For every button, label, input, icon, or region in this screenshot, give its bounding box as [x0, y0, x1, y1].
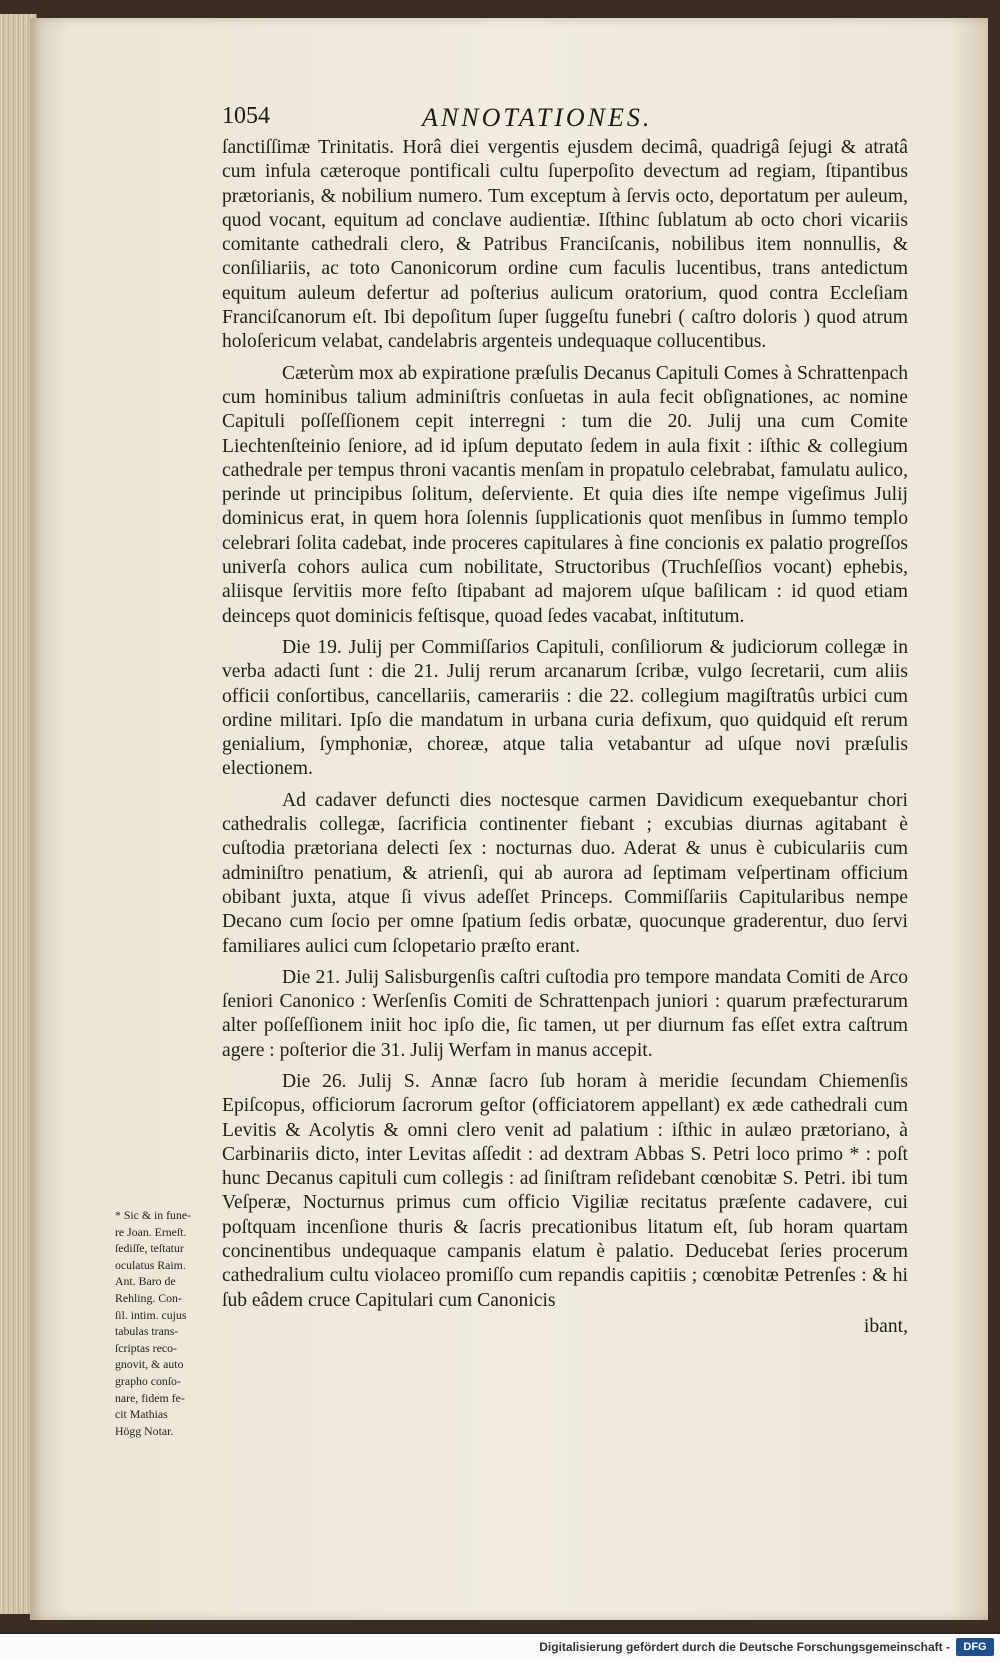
- marginal-line: ſediſſe, teſtatur: [115, 1241, 184, 1256]
- page-number: 1054: [222, 103, 270, 129]
- catchword: ibant,: [863, 1315, 908, 1337]
- paragraph: Ad cadaver defuncti dies noctesque carmen Davidicum exequebantur chori cathedralis collegæ, ſacrificia continenter fiebant ; excubias diurnas agitabant è cuſtodia prætoriana delecti ſex : nocturnas duo. Aderat & unus è cubiculariis cum adminiſtro penatium, & atrienſi, qui ab aurora ad ſeptimam veſpertinam officium obibant juxta, atque ſi vivus adeſſet Princeps. Commiſſariis Capitularibus nempe Decano cum ſocio per omne ſpatium ſedis orbatæ, quocunque graderentur, duo ſervi familiares aulici cum ſclopetario præſto erant.: [222, 789, 908, 957]
- marginal-line: nare, fidem fe-: [115, 1390, 185, 1405]
- marginal-line: cit Mathias: [115, 1407, 168, 1422]
- main-text: [222, 136, 908, 1339]
- marginal-line: ſil. intim. cujus: [115, 1307, 187, 1322]
- funding-credit: Digitalisierung gefördert durch die Deutsche Forschungsgemeinschaft -: [539, 1640, 950, 1654]
- marginal-line: Rehling. Con-: [115, 1290, 182, 1305]
- paragraph: Die 21. Julij Salisburgenſis caſtri cuſtodia pro tempore mandata Comiti de Arco ſeniori Canonico : Werſenſis Comiti de Schrattenpach juniori : quarum præfecturarum alter poſſeſſionem iniit hoc ipſo die, ſic tamen, ut per diurnum fas eſſet extra caſtrum agere : poſterior die 31. Julij Werfam in manus accepit.: [222, 966, 908, 1061]
- marginal-line: oculatus Raim.: [115, 1257, 186, 1272]
- marginal-line: gnovit, & auto: [115, 1357, 184, 1372]
- marginal-line: Ant. Baro de: [115, 1274, 176, 1289]
- marginal-line: grapho conſo-: [115, 1373, 181, 1388]
- paragraph: Die 26. Julij S. Annæ ſacro ſub horam à meridie ſecundam Chiemenſis Epiſcopus, officiorum ſacrorum geſtor (officiatorem appellant) ex æde cathedrali cum Levitis & Acolytis & omni clero venit ad palatium : iſthic in aulæo prætoriano, à Carbinariis dicto, inter Levitas aſſedit : ad dextram Abbas S. Petri loco primo * : poſt hunc Decanus capituli cum collegis : ad ſiniſtram reſidebant cœnobitæ S. Petri. ibi tum Veſperæ, Nocturnus primus cum officio Vigiliæ recitatus præſente cadavere, cui poſtquam incenſione thuris & ſacris precationibus litatum eſt, ſub horam quartam concinentibus undequaque campanis elatum è palatio. Deducebat ſeries procerum cathedralium cultu violaceo promiſſo cum repandis capitiis ; cœnobitæ Petrenſes : & hi ſub eâdem cruce Capitulari cum Canonicis: [222, 1070, 908, 1311]
- marginal-line: re Joan. Erneſt.: [115, 1224, 187, 1239]
- page-header: [222, 103, 908, 133]
- marginal-note: [115, 1207, 223, 1439]
- marginal-line: ſcriptas reco-: [115, 1340, 177, 1355]
- paragraph: ſanctiſſimæ Trinitatis. Horâ diei vergentis ejusdem decimâ, quadrigâ ſejugi & atratâ cum infula cæteroque pontificali cultu ſuperpoſito devectum ad regiam, ſtipantibus prætorianis, & nobilium numero. Tum exceptum à ſervis octo, deportatum per auleum, quod vocant, equitum ad conclave audientiæ. Iſthinc ſublatum ab octo chori vicariis comitante cathedrali clero, & Patribus Franciſcanis, nobilibus item nonnullis, & conſiliariis, ac toto Canonicorum ordine cum faculis lucentibus, trans antedictum equitum auleum defertur ad poſterius aulicum oratorium, quod contra Eccleſiam Franciſcanorum eſt. Ibi depoſitum ſuper ſuggeſtu funebri ( caſtro doloris ) quod atrum holoſericum velabat, candelabris argenteis undequaque collucentibus.: [222, 137, 908, 353]
- marginal-line: Högg Notar.: [115, 1423, 174, 1438]
- dfg-logo: DFG: [956, 1638, 994, 1656]
- marginal-line: tabulas trans-: [115, 1324, 179, 1339]
- paragraph: Die 19. Julij per Commiſſarios Capituli, conſiliorum & judiciorum collegæ in verba adacti ſunt : die 21. Julij rerum arcanarum ſcribæ, vulgo ſecretarii, cum aliis officii conſortibus, cancellariis, camerariis : die 22. collegium magiſtratûs urbici cum ordine militari. Ipſo die mandatum in urbana curia defixum, quo quidquid eſt rerum genialium, ſymphoniæ, choreæ, atque talia vetabantur ad uſque novi præſulis electionem.: [222, 636, 908, 780]
- paragraph: Cæterùm mox ab expiratione præſulis Decanus Capituli Comes à Schrattenpach cum hominibus talium adminiſtris conſuetas in aula fecit obſignationes, ac nomine Capituli poſſeſſionem cepit interregni : tum die 20. Julij una cum Comite Liechtenſteinio ſeniore, ad id ipſum deputato ſedem in aula fixit : iſthic & collegium cathedrale per tempus throni vacantis menſam in propatulo celebrabat, famulatu aulico, perinde ut principibus ſolitum, deſerviente. Et quia dies iſte nempe vigeſimus Julij dominicus erat, in quem hora ſolennis ſupplicationis quot menſibus in ſummo templo celebrari ſolita cadebat, inde proceres capitulares à fine concionis ex palatio progreſſos univerſa cohors aulica cum nobilitate, Structoribus (Truchſeſſios vocant) ephebis, aliisque ſervitiis more feſto ſtipabant ad majorem uſque baſilicam : id quod etiam deinceps quot dominicis feſtisque, quoad ſedes vacabat, inſtitutum.: [222, 362, 908, 627]
- marginal-line: * Sic & in fune-: [115, 1208, 192, 1222]
- running-title: ANNOTATIONES.: [422, 103, 653, 132]
- footer-bar: [0, 1634, 1000, 1662]
